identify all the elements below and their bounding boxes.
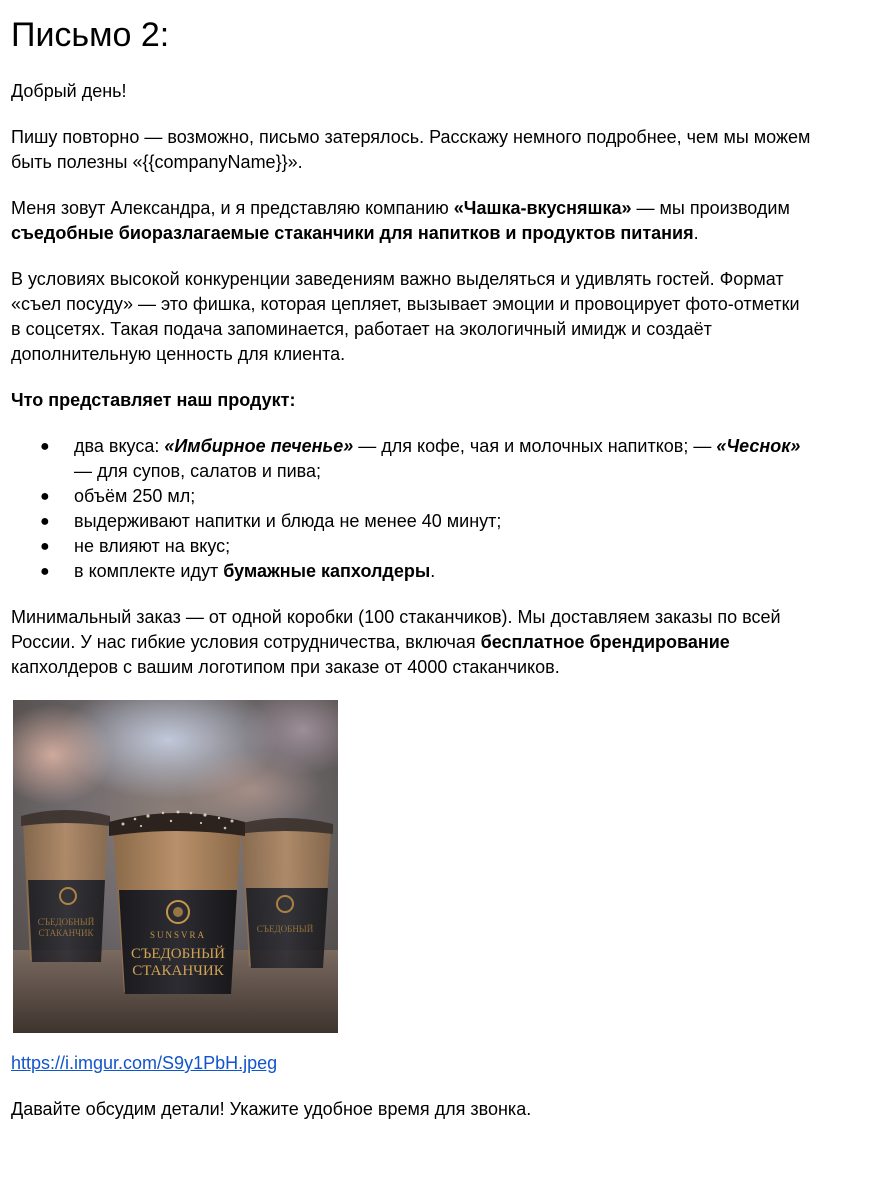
intro-paragraph: Пишу повторно — возможно, письмо затерялось. Расскажу немного подробнее, чем мы можем быть полезны «{{companyName}}». xyxy=(11,127,811,172)
intro-text-1: Меня зовут Александра, и я представляю компанию xyxy=(11,198,454,218)
free-branding: бесплатное брендирование xyxy=(480,632,730,652)
image-link-paragraph xyxy=(11,1051,811,1076)
page-title: Письмо 2: xyxy=(11,16,170,54)
flavor-garlic: «Чеснок» xyxy=(716,436,801,456)
order-text-2: капхолдеров с вашим логотипом при заказе от 4000 стаканчиков. xyxy=(11,657,560,677)
product-description: съедобные биоразлагаемые стаканчики для напитков и продуктов питания xyxy=(11,223,694,243)
bullet-icon: ● xyxy=(40,513,50,530)
feature-text: выдерживают напитки и блюда не менее 40 минут; xyxy=(74,511,502,531)
greeting: Добрый день! xyxy=(11,81,127,101)
edible-cups-image xyxy=(13,700,338,1033)
company-name: «Чашка-вкусняшка» xyxy=(453,198,632,218)
product-heading xyxy=(11,388,811,413)
feature-text: не влияют на вкус; xyxy=(74,536,231,556)
feature-text: — для супов, салатов и пива; xyxy=(74,461,322,481)
list-item xyxy=(11,434,811,484)
bullet-icon: ● xyxy=(40,488,50,505)
list-item xyxy=(11,534,811,559)
call-to-action: Давайте обсудим детали! Укажите удобное время для звонка. xyxy=(11,1099,532,1119)
features-list xyxy=(11,434,811,584)
svg-text:СЪЕДОБНЫЙ: СЪЕДОБНЫЙ xyxy=(256,924,314,934)
feature-text: два вкуса: xyxy=(74,436,165,456)
flavor-ginger: «Имбирное печенье» xyxy=(164,436,354,456)
intro-text-3: . xyxy=(693,223,699,243)
product-photo xyxy=(13,700,338,1033)
cup-holders: бумажные капхолдеры xyxy=(223,561,431,581)
cup-label-line1: СЪЕДОБНЫЙ xyxy=(131,946,225,962)
list-item xyxy=(11,484,811,509)
bullet-icon: ● xyxy=(40,563,50,580)
intro-text-2: — мы производим xyxy=(631,198,790,218)
bullet-icon: ● xyxy=(40,438,50,455)
feature-text: . xyxy=(430,561,436,581)
cup-label-line2: СТАКАНЧИК xyxy=(132,963,224,979)
list-item xyxy=(11,559,811,584)
svg-text:СЪЕДОБНЫЙ: СЪЕДОБНЫЙ xyxy=(37,917,95,927)
brand-mark: SUNSVRA xyxy=(149,930,207,940)
feature-text: в комплекте идут xyxy=(74,561,224,581)
email-document xyxy=(11,0,811,1122)
feature-text: — для кофе, чая и молочных напитков; — xyxy=(353,436,717,456)
list-item xyxy=(11,509,811,534)
conditions-paragraph: В условиях высокой конкуренции заведениям важно выделяться и удивлять гостей. Формат «съел посуду» — это фишка, которая цепляет, вызывает эмоции и провоцирует фото-отметки в соцсетях. Такая подача запоминается, работает на экологичный имидж и создаёт дополнительную ценность для клиента. xyxy=(11,269,800,364)
order-paragraph xyxy=(11,605,811,680)
svg-text:СТАКАНЧИК: СТАКАНЧИК xyxy=(38,928,94,938)
image-link[interactable]: https://i.imgur.com/S9y1PbH.jpeg xyxy=(11,1053,278,1073)
introduction-paragraph xyxy=(11,196,811,246)
feature-text: объём 250 мл; xyxy=(74,486,196,506)
bullet-icon: ● xyxy=(40,538,50,555)
product-heading-text: Что представляет наш продукт: xyxy=(11,390,296,410)
order-text-1: Минимальный заказ — от одной коробки (100 стаканчиков). Мы доставляем заказы по всей России. У нас гибкие условия сотрудничества, включая xyxy=(11,607,781,652)
